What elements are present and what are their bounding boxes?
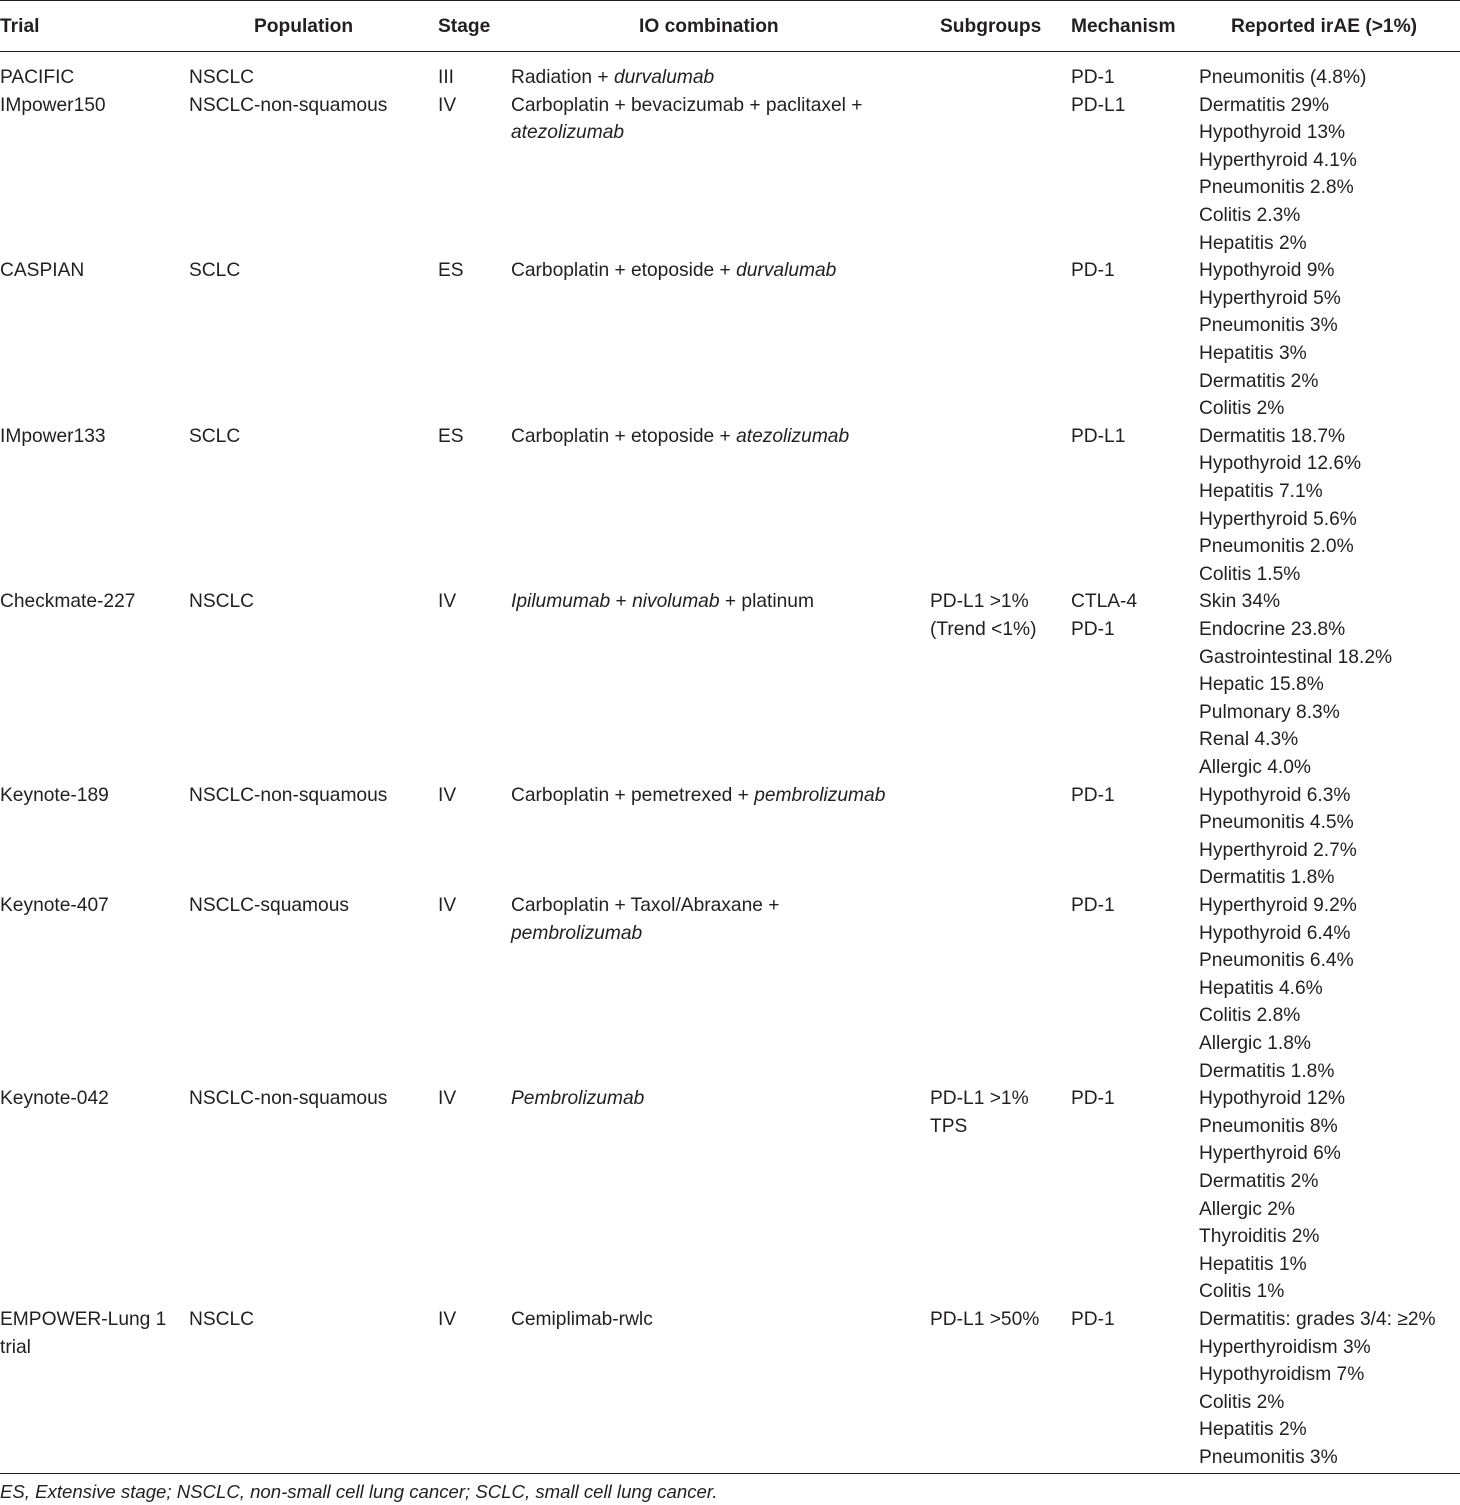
subgroups-cell bbox=[930, 1306, 1039, 1334]
irae-cell-line: Allergic 2% bbox=[1199, 1198, 1295, 1220]
table-row bbox=[0, 423, 1460, 589]
stage-cell bbox=[438, 892, 456, 920]
irae-cell-line: Dermatitis 18.7% bbox=[1199, 425, 1346, 447]
mechanism-cell bbox=[1071, 423, 1125, 451]
mechanism-cell-line: PD-1 bbox=[1071, 1308, 1115, 1330]
trial-cell-line: Keynote-042 bbox=[0, 1088, 109, 1110]
stage-cell-line: IV bbox=[438, 591, 457, 613]
text-segment: Carboplatin + pemetrexed + bbox=[511, 784, 755, 806]
irae-cell-line: Pneumonitis 3% bbox=[1199, 315, 1338, 337]
irae-cell-line: Hyperthyroid 4.1% bbox=[1199, 149, 1357, 171]
trial-cell-line: trial bbox=[0, 1336, 31, 1358]
irae-cell-line: Hypothyroid 6.4% bbox=[1199, 922, 1351, 944]
text-segment: pembrolizumab bbox=[754, 784, 886, 806]
mechanism-cell bbox=[1071, 892, 1115, 920]
population-cell-line: NSCLC bbox=[189, 67, 255, 88]
text-segment: + platinum bbox=[719, 591, 814, 613]
header-reported-irae: Reported irAE (>1%) bbox=[1231, 16, 1418, 37]
trial-cell-line: PACIFIC bbox=[0, 67, 75, 88]
table-row bbox=[0, 588, 1460, 781]
irae-cell-line: Hypothyroid 12% bbox=[1199, 1088, 1346, 1110]
population-cell bbox=[189, 423, 240, 451]
mechanism-cell bbox=[1071, 92, 1125, 120]
mechanism-cell bbox=[1071, 1306, 1115, 1334]
irae-cell-line: Hepatic 15.8% bbox=[1199, 674, 1324, 696]
mechanism-cell-line: PD-1 bbox=[1071, 618, 1115, 640]
stage-cell bbox=[438, 257, 464, 285]
irae-cell-line: Dermatitis 29% bbox=[1199, 94, 1330, 116]
irae-cell-line: Hyperthyroid 5.6% bbox=[1199, 508, 1357, 530]
io-combination-cell bbox=[511, 1085, 644, 1113]
text-segment: Carboplatin + etoposide + bbox=[511, 260, 737, 282]
stage-cell-line: III bbox=[438, 67, 454, 88]
table-row bbox=[0, 892, 1460, 1085]
irae-cell bbox=[1199, 423, 1361, 589]
io-combination-cell-line bbox=[511, 1306, 653, 1334]
irae-cell-line: Hepatitis 2% bbox=[1199, 1419, 1307, 1441]
header-stage: Stage bbox=[438, 16, 491, 37]
mechanism-cell bbox=[1071, 257, 1115, 285]
stage-cell bbox=[438, 782, 456, 810]
text-segment: Pembrolizumab bbox=[511, 1088, 645, 1110]
population-cell-line: NSCLC bbox=[189, 591, 255, 613]
text-segment: atezolizumab bbox=[511, 122, 625, 144]
io-combination-cell-line bbox=[511, 64, 714, 92]
stage-cell bbox=[438, 588, 456, 616]
stage-cell-line: IV bbox=[438, 784, 457, 806]
table-footnote: ES, Extensive stage; NSCLC, non-small cell lung cancer; SCLC, small cell lung cancer. bbox=[0, 1481, 718, 1502]
irae-cell-line: Pneumonitis (4.8%) bbox=[1199, 67, 1367, 88]
population-cell bbox=[189, 257, 240, 285]
io-combination-cell-line bbox=[511, 92, 862, 120]
mechanism-cell bbox=[1071, 1085, 1115, 1113]
table-row bbox=[0, 92, 1460, 258]
trial-cell bbox=[0, 92, 106, 120]
io-combination-cell-line bbox=[511, 257, 836, 285]
stage-cell bbox=[438, 92, 456, 120]
irae-cell-line: Hepatitis 1% bbox=[1199, 1253, 1307, 1275]
text-segment: Radiation + bbox=[511, 67, 614, 88]
irae-cell-line: Pneumonitis 4.5% bbox=[1199, 812, 1354, 834]
header-trial: Trial bbox=[0, 16, 40, 37]
mechanism-cell-line: PD-1 bbox=[1071, 260, 1115, 282]
irae-cell-line: Hyperthyroid 9.2% bbox=[1199, 894, 1357, 916]
irae-cell bbox=[1199, 1085, 1345, 1306]
irae-cell-line: Hepatitis 4.6% bbox=[1199, 977, 1323, 999]
io-combination-cell bbox=[511, 64, 714, 92]
irae-cell-line: Dermatitis 2% bbox=[1199, 370, 1319, 392]
population-cell-line: NSCLC-squamous bbox=[189, 894, 349, 916]
io-combination-cell-line bbox=[511, 920, 779, 948]
trial-cell bbox=[0, 64, 74, 92]
trial-cell-line: EMPOWER-Lung 1 bbox=[0, 1308, 167, 1330]
subgroups-cell-line: (Trend <1%) bbox=[930, 618, 1037, 640]
irae-cell-line: Pneumonitis 6.4% bbox=[1199, 950, 1354, 972]
text-segment: durvalumab bbox=[736, 260, 837, 282]
io-combination-cell-line bbox=[511, 119, 862, 147]
irae-cell-line: Endocrine 23.8% bbox=[1199, 618, 1346, 640]
population-cell bbox=[189, 782, 387, 810]
trial-cell-line: IMpower150 bbox=[0, 94, 106, 116]
io-combination-cell-line bbox=[511, 782, 885, 810]
population-cell bbox=[189, 1306, 254, 1334]
trial-cell bbox=[0, 1306, 166, 1361]
io-combination-cell bbox=[511, 588, 814, 616]
trial-cell bbox=[0, 892, 109, 920]
population-cell-line: NSCLC bbox=[189, 1308, 255, 1330]
trial-cell-line: Checkmate-227 bbox=[0, 591, 136, 613]
io-combination-cell bbox=[511, 1306, 653, 1334]
irae-cell bbox=[1199, 892, 1357, 1085]
mechanism-cell bbox=[1071, 782, 1115, 810]
irae-cell bbox=[1199, 588, 1392, 781]
irae-cell-line: Pneumonitis 2.0% bbox=[1199, 536, 1354, 558]
io-combination-cell bbox=[511, 892, 779, 947]
irae-cell-line: Hepatitis 7.1% bbox=[1199, 480, 1323, 502]
text-segment: Carboplatin + bevacizumab + paclitaxel + bbox=[511, 94, 863, 116]
irae-cell-line: Hypothyroid 12.6% bbox=[1199, 453, 1362, 475]
subgroups-cell bbox=[930, 588, 1036, 643]
trial-cell-line: CASPIAN bbox=[0, 260, 85, 282]
irae-cell-line: Colitis 1% bbox=[1199, 1281, 1285, 1303]
trial-cell bbox=[0, 782, 109, 810]
irae-cell-line: Dermatitis 1.8% bbox=[1199, 867, 1335, 889]
trial-cell bbox=[0, 423, 106, 451]
trial-cell bbox=[0, 588, 135, 616]
mechanism-cell-line: CTLA-4 bbox=[1071, 591, 1138, 613]
irae-cell-line: Skin 34% bbox=[1199, 591, 1281, 613]
irae-cell-line: Colitis 2% bbox=[1199, 1391, 1285, 1413]
population-cell-line: NSCLC-non-squamous bbox=[189, 784, 388, 806]
irae-cell-line: Colitis 1.5% bbox=[1199, 563, 1301, 585]
stage-cell-line: IV bbox=[438, 894, 457, 916]
irae-cell-line: Pneumonitis 3% bbox=[1199, 1446, 1338, 1468]
table-row bbox=[0, 1306, 1460, 1472]
irae-cell-line: Colitis 2.3% bbox=[1199, 204, 1301, 226]
table-header bbox=[0, 1, 1460, 51]
text-segment: pembrolizumab bbox=[511, 922, 643, 944]
mechanism-cell-line: PD-1 bbox=[1071, 67, 1115, 88]
io-combination-cell-line bbox=[511, 1085, 644, 1113]
population-cell bbox=[189, 588, 254, 616]
subgroups-cell-line: PD-L1 >1% bbox=[930, 1088, 1029, 1110]
irae-cell-line: Dermatitis 1.8% bbox=[1199, 1060, 1335, 1082]
irae-cell-line: Dermatitis: grades 3/4: ≥2% bbox=[1199, 1308, 1436, 1330]
bottom-rule bbox=[0, 1473, 1460, 1474]
mechanism-cell bbox=[1071, 64, 1115, 92]
subgroups-cell-line: PD-L1 >1% bbox=[930, 591, 1029, 613]
stage-cell bbox=[438, 1306, 456, 1334]
mechanism-cell-line: PD-L1 bbox=[1071, 94, 1126, 116]
population-cell-line: SCLC bbox=[189, 425, 241, 447]
irae-cell-line: Pneumonitis 2.8% bbox=[1199, 177, 1354, 199]
text-segment: + bbox=[610, 591, 633, 613]
stage-cell bbox=[438, 423, 464, 451]
stage-cell-line: IV bbox=[438, 94, 457, 116]
irae-cell-line: Hypothyroid 6.3% bbox=[1199, 784, 1351, 806]
table-row bbox=[0, 1085, 1460, 1306]
text-segment: nivolumab bbox=[632, 591, 720, 613]
trial-cell bbox=[0, 1085, 109, 1113]
irae-cell-line: Hyperthyroid 5% bbox=[1199, 287, 1341, 309]
irae-cell-line: Pulmonary 8.3% bbox=[1199, 701, 1340, 723]
subgroups-cell bbox=[930, 1085, 1029, 1140]
population-cell bbox=[189, 92, 387, 120]
text-segment: atezolizumab bbox=[736, 425, 850, 447]
text-segment: Ipilumumab bbox=[511, 591, 611, 613]
stage-cell-line: IV bbox=[438, 1088, 457, 1110]
population-cell bbox=[189, 892, 349, 920]
irae-cell bbox=[1199, 782, 1357, 892]
header-subgroups: Subgroups bbox=[940, 16, 1042, 37]
trial-cell bbox=[0, 257, 84, 285]
irae-cell-line: Allergic 1.8% bbox=[1199, 1032, 1311, 1054]
population-cell-line: SCLC bbox=[189, 260, 241, 282]
irae-cell-line: Dermatitis 2% bbox=[1199, 1170, 1319, 1192]
irae-cell-line: Hypothyroidism 7% bbox=[1199, 1364, 1365, 1386]
irae-cell-line: Allergic 4.0% bbox=[1199, 756, 1311, 778]
irae-cell bbox=[1199, 257, 1341, 423]
stage-cell-line: ES bbox=[438, 260, 464, 282]
mechanism-cell-line: PD-1 bbox=[1071, 1088, 1115, 1110]
irae-cell-line: Thyroiditis 2% bbox=[1199, 1226, 1320, 1248]
header-mechanism: Mechanism bbox=[1071, 16, 1176, 37]
subgroups-cell-line: PD-L1 >50% bbox=[930, 1308, 1040, 1330]
population-cell bbox=[189, 64, 254, 92]
trial-cell-line: Keynote-189 bbox=[0, 784, 109, 806]
irae-cell-line: Pneumonitis 8% bbox=[1199, 1115, 1338, 1137]
irae-cell bbox=[1199, 64, 1366, 92]
mechanism-cell-line: PD-L1 bbox=[1071, 425, 1126, 447]
stage-cell bbox=[438, 1085, 456, 1113]
irae-cell-line: Colitis 2.8% bbox=[1199, 1005, 1301, 1027]
table-row bbox=[0, 64, 1460, 92]
population-cell-line: NSCLC-non-squamous bbox=[189, 94, 388, 116]
trial-cell-line: Keynote-407 bbox=[0, 894, 109, 916]
stage-cell bbox=[438, 64, 454, 92]
irae-cell-line: Hyperthyroid 6% bbox=[1199, 1143, 1341, 1165]
io-combination-cell bbox=[511, 92, 862, 147]
text-segment: Cemiplimab-rwlc bbox=[511, 1308, 653, 1330]
irae-cell-line: Hepatitis 3% bbox=[1199, 342, 1307, 364]
header-population: Population bbox=[254, 16, 354, 37]
mechanism-cell bbox=[1071, 588, 1137, 643]
text-segment: Carboplatin + etoposide + bbox=[511, 425, 737, 447]
io-combination-cell-line bbox=[511, 423, 849, 451]
text-segment: Carboplatin + Taxol/Abraxane + bbox=[511, 894, 780, 916]
population-cell bbox=[189, 1085, 387, 1113]
stage-cell-line: IV bbox=[438, 1308, 457, 1330]
header-io-combination: IO combination bbox=[639, 16, 779, 37]
io-combination-cell-line bbox=[511, 588, 814, 616]
trial-cell-line: IMpower133 bbox=[0, 425, 106, 447]
irae-cell-line: Hyperthyroidism 3% bbox=[1199, 1336, 1371, 1358]
irae-cell-line: Hypothyroid 9% bbox=[1199, 260, 1335, 282]
io-combination-cell bbox=[511, 782, 885, 810]
irae-cell-line: Colitis 2% bbox=[1199, 398, 1285, 420]
io-combination-cell bbox=[511, 257, 836, 285]
irae-cell-line: Hepatitis 2% bbox=[1199, 232, 1307, 254]
subgroups-cell-line: TPS bbox=[930, 1115, 968, 1137]
stage-cell-line: ES bbox=[438, 425, 464, 447]
population-cell-line: NSCLC-non-squamous bbox=[189, 1088, 388, 1110]
irae-cell-line: Renal 4.3% bbox=[1199, 729, 1299, 751]
irae-cell bbox=[1199, 92, 1357, 258]
irae-cell-line: Hypothyroid 13% bbox=[1199, 122, 1346, 144]
irae-cell bbox=[1199, 1306, 1436, 1472]
io-combination-cell bbox=[511, 423, 849, 451]
table-body bbox=[0, 52, 1460, 1472]
table-row bbox=[0, 782, 1460, 892]
irae-cell-line: Hyperthyroid 2.7% bbox=[1199, 839, 1357, 861]
table-row bbox=[0, 257, 1460, 423]
io-combination-cell-line bbox=[511, 892, 779, 920]
text-segment: durvalumab bbox=[613, 67, 715, 88]
mechanism-cell-line: PD-1 bbox=[1071, 784, 1115, 806]
irae-cell-line: Gastrointestinal 18.2% bbox=[1199, 646, 1393, 668]
mechanism-cell-line: PD-1 bbox=[1071, 894, 1115, 916]
